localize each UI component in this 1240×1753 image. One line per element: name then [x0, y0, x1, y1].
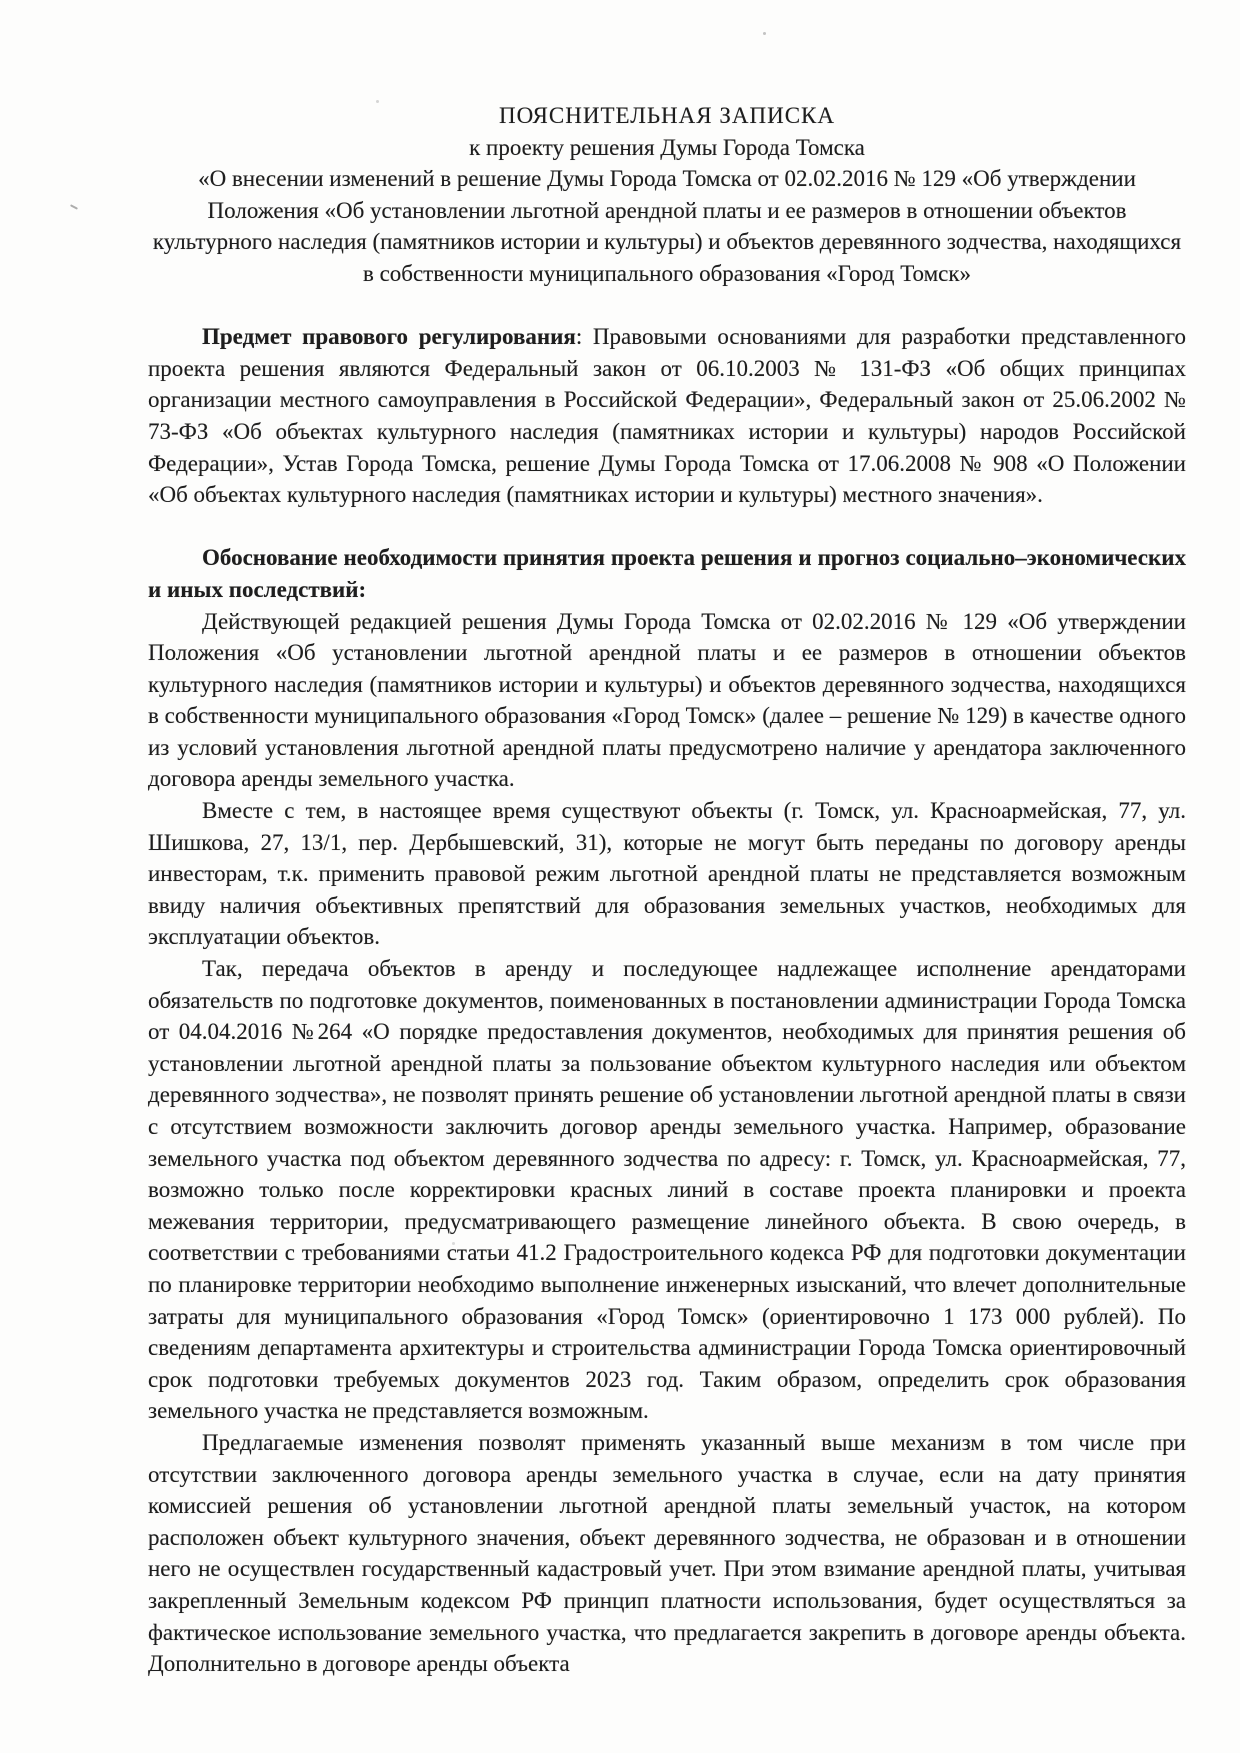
- justification-section-heading: Обоснование необходимости принятия проекта решения и прогноз социально–экономических и иных последствий:: [148, 545, 1186, 602]
- paragraph-transfer-obstacles: Так, передача объектов в аренду и последующее надлежащее исполнение арендаторами обязательств по подготовке документов, поименованных в постановлении администрации Города Томска от 04.04.2016 №264 «О порядке предоставления документов, необходимых для принятия решения об установлении льготной арендной платы за пользование объектом культурного наследия или объектом деревянного зодчества», не позволят принять решение об установлении льготной арендной платы в связи с отсутствием возможности заключить договор аренды земельного участка. Например, образование земельного участка под объектом деревянного зодчества по адресу: г. Томск, ул. Красноармейская, 77, возможно только после корректировки красных линий в составе проекта планировки и проекта межевания территории, предусматривающего размещение линейного объекта. В свою очередь, в соответствии с требованиями статьи 41.2 Градостроительного кодекса РФ для подготовки документации по планировке территории необходимо выполнение инженерных изысканий, что влечет дополнительные затраты для муниципального образования «Город Томск» (ориентировочно 1 173 000 рублей). По сведениям департамента архитектуры и строительства администрации Города Томска ориентировочный срок подготовки требуемых документов 2023 год. Таким образом, определить срок образования земельного участка не представляется возможным.: [148, 956, 1186, 1424]
- paragraph-current-edition: Действующей редакцией решения Думы Города Томска от 02.02.2016 № 129 «Об утверждении Положения «Об установлении льготной арендной платы и ее размеров в отношении объектов культурного наследия (памятников истории и культуры) и объектов деревянного зодчества, находящихся в собственности муниципального образования «Город Томск» (далее – решение № 129) в качестве одного из условий установления льготной арендной платы предусмотрено наличие у арендатора заключенного договора аренды земельного участка.: [148, 608, 1186, 792]
- scan-artifact: [763, 32, 766, 35]
- paragraph-proposed-changes: Предлагаемые изменения позволят применять указанный выше механизм в том числе при отсутствии заключенного договора аренды земельного участка в случае, если на дату принятия комиссией решения об установлении льготной арендной платы земельный участок, на котором расположен объект культурного значения, объект деревянного зодчества, не образован и в отношении него не осуществлен государственный кадастровый учет. При этом взимание арендной платы, учитывая закрепленный Земельным кодексом РФ принцип платности использования, будет осуществляться за фактическое использование земельного участка, что предлагается закрепить в договоре аренды объекта. Дополнительно в договоре аренды объекта: [148, 1429, 1186, 1677]
- document-title: ПОЯСНИТЕЛЬНАЯ ЗАПИСКА: [498, 103, 836, 128]
- document-header: [148, 100, 1186, 290]
- document-subtitle: к проекту решения Думы Города Томска: [469, 134, 865, 160]
- paragraph-subject-of-regulation: [148, 321, 1186, 511]
- paragraph-existing-objects: Вместе с тем, в настоящее время существуют объекты (г. Томск, ул. Красноармейская, 77, ул. Шишкова, 27, 13/1, пер. Дербышевский, 31), которые не могут быть переданы по договору аренды инвесторам, т.к. применить правовой режим льготной арендной платы не представляется возможным ввиду наличия объективных препятствий для образования земельных участков, необходимых для эксплуатации объектов.: [148, 798, 1186, 950]
- subject-lead-separator: :: [575, 324, 593, 350]
- scan-artifact: [376, 100, 379, 103]
- scan-artifact: [452, 1242, 455, 1245]
- document-heading-description: «О внесении изменений в решение Думы Города Томска от 02.02.2016 № 129 «Об утверждении Положения «Об установлении льготной арендной платы и ее размеров в отношении объектов культурного наследия (памятников истории и культуры) и объектов деревянного зодчества, находящихся в собственности муниципального образования «Город Томск»: [152, 166, 1182, 286]
- scan-artifact: [70, 204, 78, 210]
- subject-body-text: Правовыми основаниями для разработки представленного проекта решения являются Федеральный закон от 06.10.2003 № 131-ФЗ «Об общих принципах организации местного самоуправления в Российской Федерации», Федеральный закон от 25.06.2002 № 73-ФЗ «Об объектах культурного наследия (памятниках истории и культуры) народов Российской Федерации», Устав Города Томска, решение Думы Города Томска от 17.06.2008 № 908 «О Положении «Об объектах культурного наследия (памятниках истории и культуры) местного значения».: [148, 324, 1186, 508]
- subject-lead-bold: Предмет правового регулирования: [202, 324, 576, 350]
